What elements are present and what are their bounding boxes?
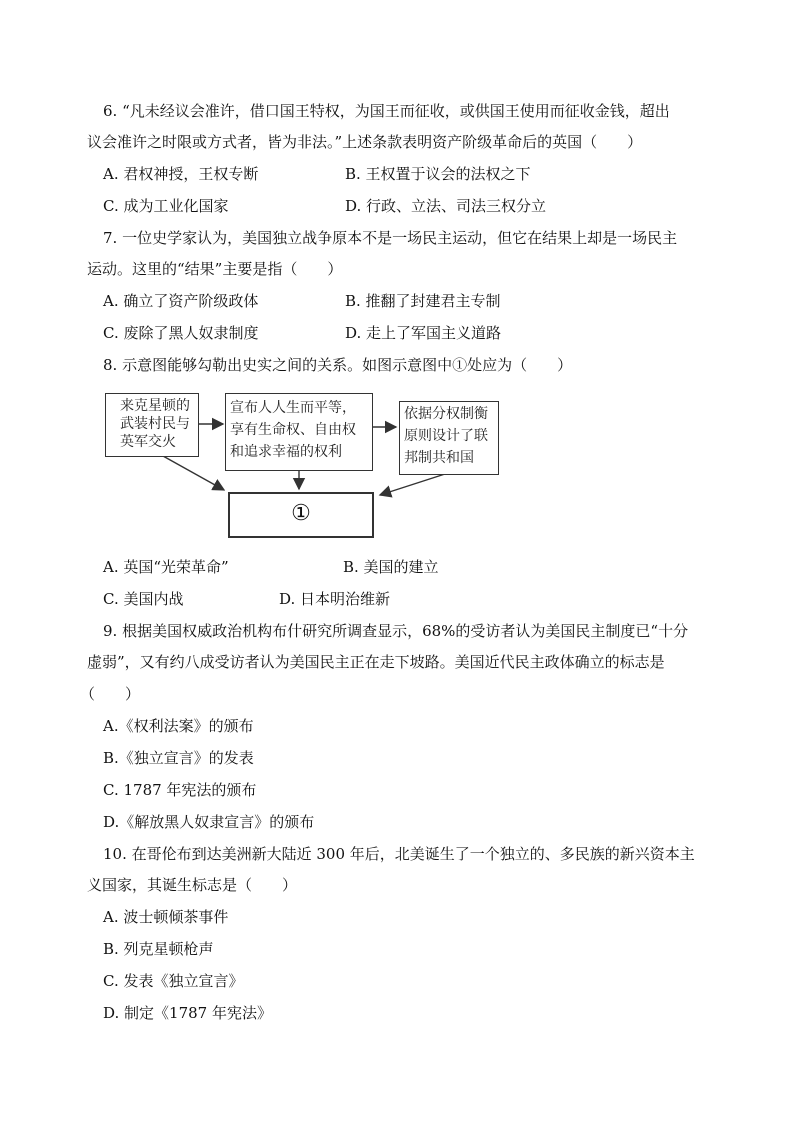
q7-option-c[interactable]: C. 废除了黑人奴隶制度 — [103, 324, 259, 342]
q6-option-c[interactable]: C. 成为工业化国家 — [103, 197, 229, 215]
q10-stem-line2: 义国家，其诞生标志是（ ） — [87, 876, 298, 894]
q8-option-a[interactable]: A. 英国“光荣革命” — [103, 558, 229, 576]
box2-line1: 宣布人人生而平等， — [230, 400, 356, 416]
q10-stem-line1: 10. 在哥伦布到达美洲新大陆近 300 年后，北美诞生了一个独立的、多民族的新兴资本主 — [103, 845, 695, 863]
diagram-box-declaration — [225, 393, 373, 471]
box1-line2: 武装村民与 — [120, 416, 190, 432]
target-marker: ① — [291, 501, 311, 526]
q9-option-a[interactable]: A.《权利法案》的颁布 — [103, 717, 254, 735]
diagram-box-federal-republic — [399, 401, 499, 475]
box2-line3: 和追求幸福的权利 — [230, 444, 342, 460]
q10-option-b[interactable]: B. 列克星顿枪声 — [103, 940, 214, 958]
q6-option-d[interactable]: D. 行政、立法、司法三权分立 — [345, 197, 547, 215]
diagram-box-lexington — [105, 393, 199, 457]
q10-option-d[interactable]: D. 制定《1787 年宪法》 — [103, 1004, 272, 1022]
box1-line1: 来克星顿的 — [120, 398, 190, 414]
q7-stem-line2: 运动。这里的“结果”主要是指（ ） — [87, 260, 343, 278]
q7-option-a[interactable]: A. 确立了资产阶级政体 — [103, 292, 259, 310]
q8-option-b[interactable]: B. 美国的建立 — [343, 558, 439, 576]
box2-line2: 享有生命权、自由权 — [230, 422, 356, 438]
q7-option-d[interactable]: D. 走上了军国主义道路 — [345, 324, 502, 342]
box1-line3: 英军交火 — [120, 434, 176, 450]
q9-option-c[interactable]: C. 1787 年宪法的颁布 — [103, 781, 257, 799]
diagram-box-target — [228, 492, 374, 538]
q6-option-a[interactable]: A. 君权神授，王权专断 — [103, 165, 259, 183]
q8-stem-line1: 8. 示意图能够勾勒出史实之间的关系。如图示意图中①处应为（ ） — [103, 356, 573, 374]
arrow-box1-to-target — [163, 456, 224, 490]
q8-option-c[interactable]: C. 美国内战 — [103, 590, 184, 608]
box3-line2: 原则设计了联 — [404, 428, 488, 444]
box3-line1: 依据分权制衡 — [404, 406, 488, 422]
q6-option-b[interactable]: B. 王权置于议会的法权之下 — [345, 165, 531, 183]
q9-option-d[interactable]: D.《解放黑人奴隶宣言》的颁布 — [103, 813, 315, 831]
q9-stem-line1: 9. 根据美国权威政治机构布什研究所调查显示，68%的受访者认为美国民主制度已“十分 — [103, 622, 689, 640]
q9-option-b[interactable]: B.《独立宣言》的发表 — [103, 749, 254, 767]
q9-stem-line2: 虚弱”，又有约八成受访者认为美国民主正在走下坡路。美国近代民主政体确立的标志是 — [87, 653, 665, 671]
arrow-box3-to-target — [380, 474, 445, 495]
q7-option-b[interactable]: B. 推翻了封建君主专制 — [345, 292, 501, 310]
box3-line3: 邦制共和国 — [404, 450, 474, 466]
q9-stem-line3: （ ） — [80, 685, 141, 703]
q8-option-d[interactable]: D. 日本明治维新 — [279, 590, 391, 608]
q6-stem-line1: 6. “凡未经议会准许，借口国王特权，为国王而征收，或供国王使用而征收金钱，超出 — [103, 102, 670, 120]
q10-option-c[interactable]: C. 发表《独立宣言》 — [103, 972, 244, 990]
q6-stem-line2: 议会准许之时限或方式者，皆为非法。”上述条款表明资产阶级革命后的英国（ ） — [87, 133, 643, 151]
q10-option-a[interactable]: A. 波士顿倾茶事件 — [103, 908, 229, 926]
q7-stem-line1: 7. 一位史学家认为，美国独立战争原本不是一场民主运动，但它在结果上却是一场民主 — [103, 229, 678, 247]
